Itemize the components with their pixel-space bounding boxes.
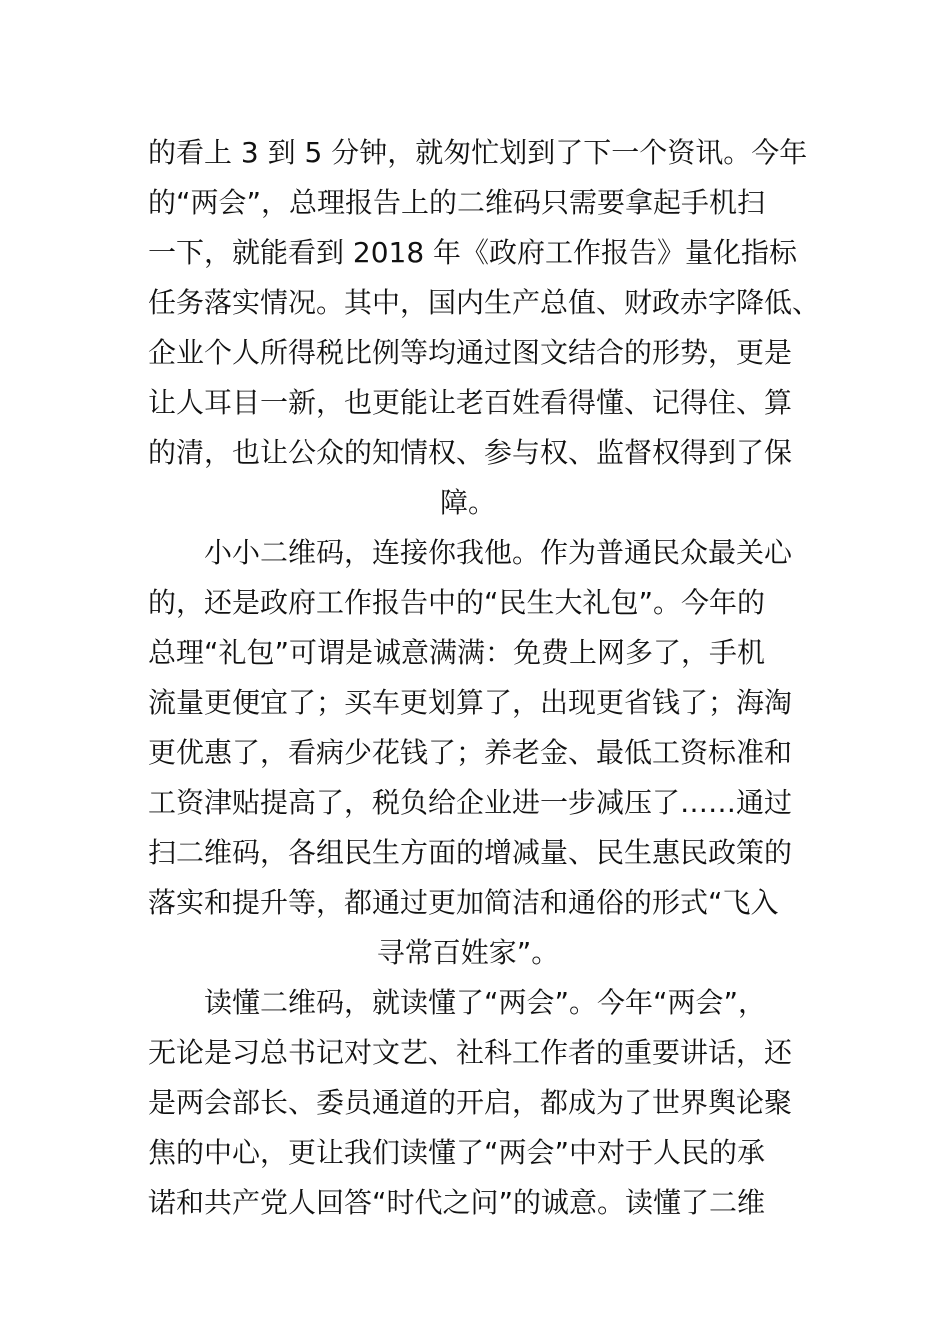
text-line: 的，还是政府工作报告中的“民生大礼包”。今年的 [148,586,766,619]
paragraph [148,978,828,1228]
text-line: 的看上 3 到 5 分钟，就匆忙划到了下一个资讯。今年 [148,136,808,169]
text-line: 让人耳目一新，也更能让老百姓看得懂、记得住、算 [148,386,793,419]
text-line: 读懂二维码，就读懂了“两会”。今年“两会”， [148,986,767,1019]
text-line: 更优惠了，看病少花钱了；养老金、最低工资标准和 [148,736,793,769]
text-line: 小小二维码，连接你我他。作为普通民众最关心 [148,536,793,569]
text-line: 落实和提升等，都通过更加简洁和通俗的形式“飞入 [148,886,779,919]
text-line: 寻常百姓家”。 [376,936,560,969]
text-line: 总理“礼包”可谓是诚意满满：免费上网多了，手机 [148,636,766,669]
text-line: 一下，就能看到 2018 年《政府工作报告》量化指标 [148,236,798,269]
text-line: 企业个人所得税比例等均通过图文结合的形势，更是 [148,336,793,369]
text-line: 流量更便宜了；买车更划算了，出现更省钱了；海淘 [148,686,793,719]
text-line: 任务落实情况。其中，国内生产总值、财政赤字降低、 [148,286,821,319]
text-line: 的清，也让公众的知情权、参与权、监督权得到了保 [148,436,793,469]
paragraph [148,128,828,528]
text-line: 是两会部长、委员通道的开启，都成为了世界舆论聚 [148,1086,793,1119]
text-line: 扫二维码，各组民生方面的增减量、民生惠民政策的 [148,836,793,869]
paragraph [148,528,828,978]
text-line: 障。 [439,486,496,519]
text-line: 工资津贴提高了，税负给企业进一步减压了……通过 [148,786,793,819]
text-line: 的“两会”，总理报告上的二维码只需要拿起手机扫 [148,186,766,219]
text-line: 诺和共产党人回答“时代之问”的诚意。读懂了二维 [148,1186,766,1219]
document-body [148,128,828,1228]
text-line: 无论是习总书记对文艺、社科工作者的重要讲话，还 [148,1036,793,1069]
text-line: 焦的中心，更让我们读懂了“两会”中对于人民的承 [148,1136,766,1169]
